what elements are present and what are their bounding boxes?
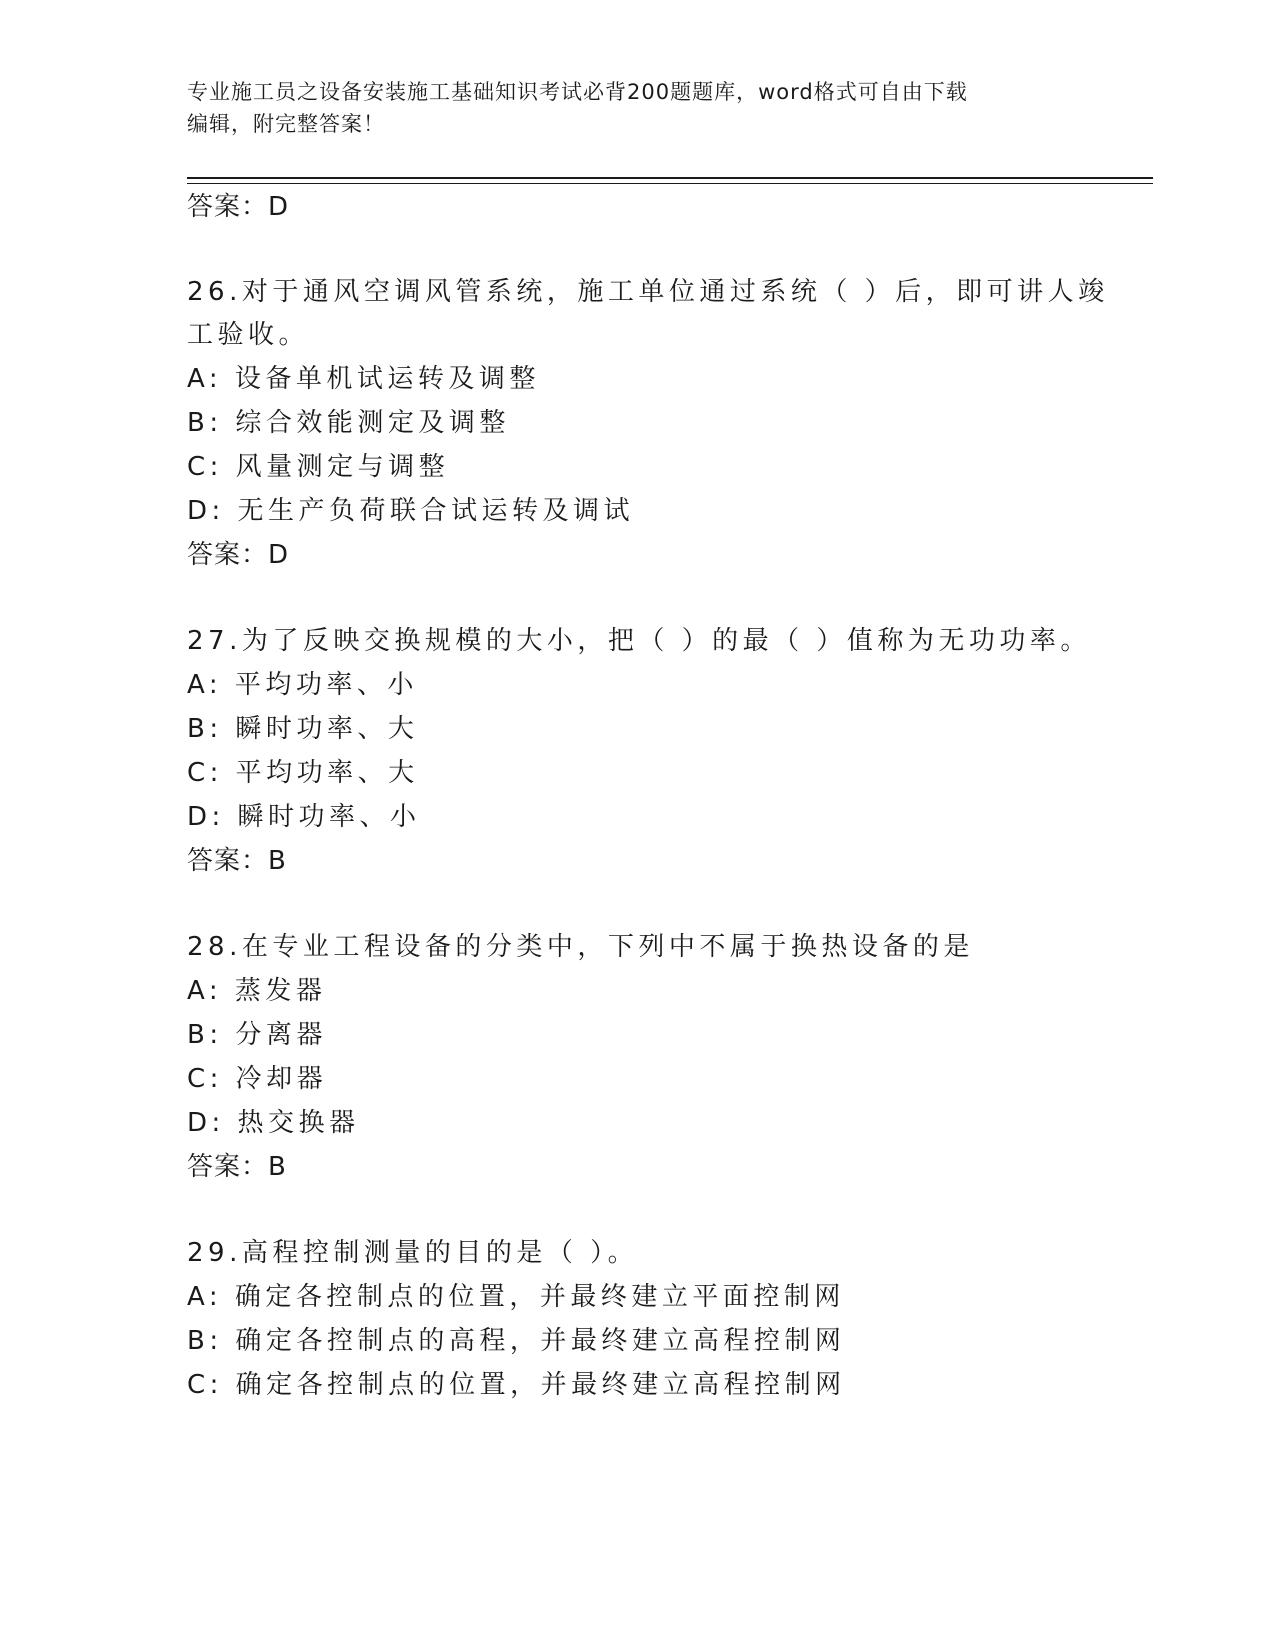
header-divider-thick xyxy=(187,177,1153,179)
question-26-option-d: D: 无生产负荷联合试运转及调试 xyxy=(187,496,635,526)
question-26-stem-line1: 26.对于通风空调风管系统，施工单位通过系统（ ）后，即可讲人竣 xyxy=(187,277,1109,307)
question-27-stem: 27.为了反映交换规模的大小，把（ ）的最（ ）值称为无功功率。 xyxy=(187,626,1091,656)
question-29-option-a: A: 确定各控制点的位置，并最终建立平面控制网 xyxy=(187,1282,845,1312)
question-29-stem: 29.高程控制测量的目的是（ ）。 xyxy=(187,1238,639,1268)
header-divider-thin xyxy=(187,183,1153,184)
question-26-option-c: C: 风量测定与调整 xyxy=(187,452,450,482)
question-28-option-c: C: 冷却器 xyxy=(187,1064,328,1094)
question-28-answer: 答案：B xyxy=(187,1152,287,1182)
question-27-option-d: D: 瞬时功率、小 xyxy=(187,802,421,832)
question-29-option-b: B: 确定各控制点的高程，并最终建立高程控制网 xyxy=(187,1326,846,1356)
question-26-stem-line2: 工验收。 xyxy=(187,320,310,350)
question-29-option-c: C: 确定各控制点的位置，并最终建立高程控制网 xyxy=(187,1370,846,1400)
question-27-option-b: B: 瞬时功率、大 xyxy=(187,714,419,744)
header-line-1: 专业施工员之设备安装施工基础知识考试必背200题题库，word格式可自由下载 xyxy=(187,80,968,104)
question-26-option-b: B: 综合效能测定及调整 xyxy=(187,408,510,438)
question-28-option-a: A: 蒸发器 xyxy=(187,976,327,1006)
document-header xyxy=(187,76,1087,140)
question-26-answer: 答案：D xyxy=(187,540,290,570)
question-28-stem: 28.在专业工程设备的分类中，下列中不属于换热设备的是 xyxy=(187,932,974,962)
header-line-2: 编辑，附完整答案！ xyxy=(187,112,385,136)
question-26-option-a: A: 设备单机试运转及调整 xyxy=(187,364,540,394)
answer-25: 答案：D xyxy=(187,192,290,222)
question-27-answer: 答案：B xyxy=(187,846,287,876)
question-27-option-a: A: 平均功率、小 xyxy=(187,670,418,700)
question-28-option-d: D: 热交换器 xyxy=(187,1108,360,1138)
question-27-option-c: C: 平均功率、大 xyxy=(187,758,419,788)
question-28-option-b: B: 分离器 xyxy=(187,1020,327,1050)
